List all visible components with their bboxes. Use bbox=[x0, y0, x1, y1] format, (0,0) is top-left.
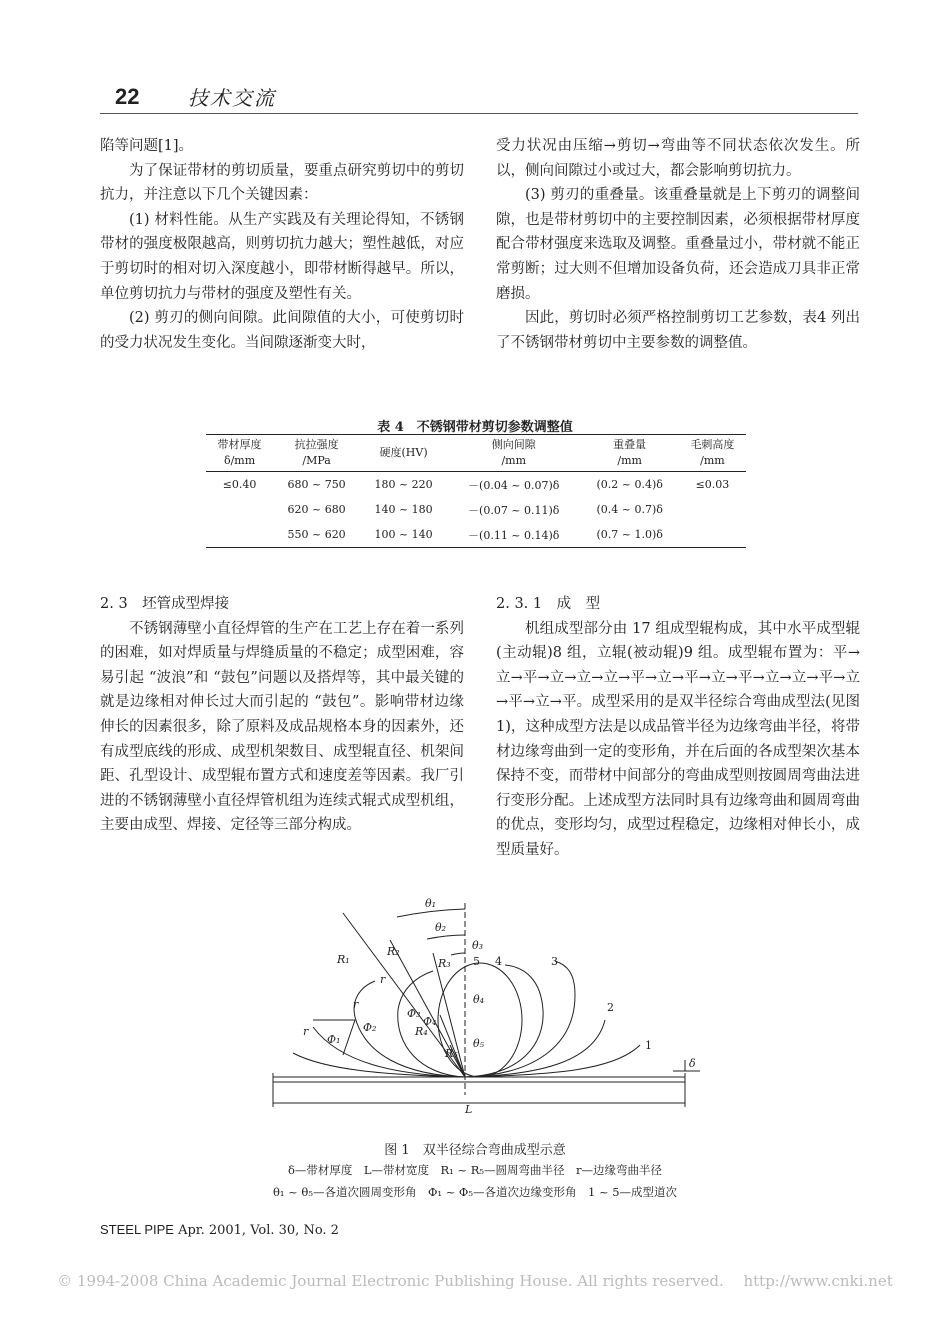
parameter-table bbox=[206, 434, 746, 548]
radius-line bbox=[343, 1020, 355, 1055]
journal-issue: Apr. 2001, Vol. 30, No. 2 bbox=[178, 1223, 339, 1238]
phi3-label: Φ₃ bbox=[407, 1007, 421, 1020]
pass-curve-3 bbox=[465, 961, 575, 1077]
pass-curve-4 bbox=[465, 965, 543, 1077]
table-cell: ≤0.40 bbox=[222, 478, 257, 491]
table-header-cell: 带材厚度 δ/mm bbox=[206, 435, 273, 472]
angle-arc bbox=[451, 953, 465, 955]
table-cell: 140 ~ 180 bbox=[374, 503, 433, 516]
table-cell: 550 ~ 620 bbox=[287, 528, 346, 541]
table-cell: 100 ~ 140 bbox=[374, 528, 433, 541]
table-cell: －(0.07 ~ 0.11)δ bbox=[468, 503, 560, 517]
r-label: r bbox=[353, 998, 359, 1011]
pass-curve-1-left bbox=[293, 1053, 465, 1077]
pass-3-label: 3 bbox=[551, 955, 558, 968]
table-cell: －(0.11 ~ 0.14)δ bbox=[468, 528, 560, 542]
section-heading: 2. 3. 1 成 型 bbox=[496, 596, 601, 612]
R4-label: R₄ bbox=[415, 1025, 428, 1038]
table-caption: 表 4 不锈钢带材剪切参数调整值 bbox=[377, 420, 573, 435]
pass-4-label: 4 bbox=[495, 955, 502, 968]
pass-1-label: 1 bbox=[645, 1039, 652, 1052]
table-cell: (0.4 ~ 0.7)δ bbox=[596, 503, 663, 516]
section-heading: 2. 3 坯管成型焊接 bbox=[100, 596, 230, 612]
table-header-cell: 硬度(HV) bbox=[360, 435, 447, 472]
header-rule bbox=[100, 113, 858, 114]
phi2-label: Φ₂ bbox=[363, 1021, 377, 1034]
bottom-right-column bbox=[496, 592, 860, 863]
table-header-row bbox=[206, 435, 746, 472]
paragraph: 陷等问题[1]。 bbox=[100, 138, 194, 154]
table-cell: ≤0.03 bbox=[695, 478, 730, 491]
table-cell: 680 ~ 750 bbox=[287, 478, 346, 491]
table-cell: (0.2 ~ 0.4)δ bbox=[596, 478, 663, 491]
radius-line bbox=[440, 1015, 465, 1077]
table-header-cell: 抗拉强度 /MPa bbox=[273, 435, 360, 472]
section-title: 技术交流 bbox=[188, 86, 276, 110]
table-cell: (0.7 ~ 1.0)δ bbox=[596, 528, 663, 541]
theta5-label: θ₅ bbox=[473, 1037, 485, 1050]
paragraph: (3) 剪刃的重叠量。该重叠量就是上下剪刃的调整间隙，也是带材剪切中的主要控制因素，必须根据带材厚度配合带材强度来选取及调整。重叠量过小，带材就不能正常剪断；过大则不但增加设备负荷，还会造成刀具非正常磨损。 bbox=[496, 187, 860, 302]
paragraph: 因此，剪切时必须严格控制剪切工艺参数，表4 列出了不锈钢带材剪切中主要参数的调整值。 bbox=[496, 310, 860, 351]
phi4-label: Φ₄ bbox=[423, 1015, 437, 1028]
R5-label: R₅ bbox=[445, 1047, 458, 1060]
table-cell bbox=[679, 522, 746, 548]
figure-legend: θ₁ ~ θ₅—各道次圆周变形角 Φ₁ ~ Φ₅—各道次边缘变形角 1 ~ 5—成型道次 bbox=[272, 1185, 678, 1199]
L-label: L bbox=[465, 1103, 473, 1116]
table-cell bbox=[206, 522, 273, 548]
journal-footer bbox=[100, 1222, 339, 1238]
paragraph: 为了保证带材的剪切质量，要重点研究剪切中的剪切抗力，并注意以下几个关键因素： bbox=[100, 162, 464, 204]
theta3-label: θ₃ bbox=[472, 939, 484, 952]
forming-diagram bbox=[255, 895, 705, 1125]
paragraph: 受力状况由压缩→剪切→弯曲等不同状态依次发生。所以，侧向间隙过小或过大，都会影响剪切抗力。 bbox=[496, 138, 860, 179]
theta4-label: θ₄ bbox=[473, 993, 485, 1006]
table-header-cell: 侧向间隙 /mm bbox=[447, 435, 580, 472]
table-row bbox=[206, 472, 746, 498]
paragraph: (1) 材料性能。从生产实践及有关理论得知，不锈钢带材的强度极限越高，则剪切抗力越大；塑性越低，对应于剪切时的相对切入深度越小，即带材断得越早。所以，单位剪切抗力与带材的强度及塑性有关。 bbox=[100, 211, 464, 302]
table-row bbox=[206, 497, 746, 522]
R2-label: R₂ bbox=[387, 945, 400, 958]
r-label: r bbox=[380, 973, 386, 986]
paragraph: 机组成型部分由 17 组成型辊构成，其中水平成型辊(主动辊)8 组，立辊(被动辊)9 组。成型辊布置为：平→立→平→立→立→立→平→立→平→立→平→立→立→平→立→平→立→平。成型采用的是双半径综合弯曲成型法(见图 1)，这种成型方法是以成品管半径为边缘弯曲半径，将带材边缘弯曲到一定的变形角，并在后面的各成型架次基本保持不变，而带材中间部分的弯曲成型则按圆周弯曲法进行变形分配。上述成型方法同时具有边缘弯曲和圆周弯曲的优点，变形均匀，成型过程稳定，边缘相对伸长小，成型质量好。 bbox=[496, 620, 860, 858]
angle-arc bbox=[397, 909, 465, 917]
page-number: 22 bbox=[115, 84, 140, 109]
bottom-left-column bbox=[100, 592, 464, 838]
angle-arc bbox=[427, 935, 465, 939]
phi1-label: Φ₁ bbox=[327, 1033, 341, 1046]
r-label: r bbox=[303, 1025, 309, 1038]
table-cell bbox=[206, 497, 273, 522]
theta2-label: θ₂ bbox=[435, 921, 447, 934]
top-right-column bbox=[496, 134, 860, 355]
journal-name: STEEL PIPE bbox=[100, 1222, 174, 1237]
theta1-label: θ₁ bbox=[425, 897, 437, 910]
paragraph: (2) 剪刃的侧向间隙。此间隙值的大小，可使剪切时的受力状况发生变化。当间隙逐渐变大时， bbox=[100, 310, 464, 351]
table-cell bbox=[679, 497, 746, 522]
table-header-cell: 重叠量 /mm bbox=[580, 435, 678, 472]
pass-curve-1 bbox=[465, 1045, 640, 1077]
table-row bbox=[206, 522, 746, 548]
R3-label: R₃ bbox=[438, 957, 451, 970]
paragraph: 不锈钢薄壁小直径焊管的生产在工艺上存在着一系列的困难，如对焊质量与焊缝质量的不稳定；成型困难，容易引起 “波浪”和 “鼓包”问题以及搭焊等，其中最关键的就是边缘相对伸长过大而引起的 “鼓包”。影响带材边缘伸长的因素很多，除了原料及成品规格本身的因素外，还有成型底线的形成、成型机架数目、成型辊直径、机架间距、孔型设计、成型辊布置方式和速度差等因素。我厂引进的不锈钢薄壁小直径焊管机组为连续式辊式成型机组，主要由成型、焊接、定径等三部分构成。 bbox=[100, 620, 464, 834]
table-cell: －(0.04 ~ 0.07)δ bbox=[468, 478, 560, 492]
figure-caption: 图 1 双半径综合弯曲成型示意 bbox=[384, 1143, 566, 1158]
copyright-notice: © 1994-2008 China Academic Journal Electronic Publishing House. All rights reserved. http://www.cnki.net bbox=[57, 1272, 893, 1290]
figure-legend: δ—带材厚度 L—带材宽度 R₁ ~ R₅—圆周弯曲半径 r—边缘弯曲半径 bbox=[287, 1163, 663, 1177]
R1-label: R₁ bbox=[337, 953, 350, 966]
pass-5-label: 5 bbox=[473, 955, 480, 968]
table-cell: 180 ~ 220 bbox=[374, 478, 433, 491]
table-cell: 620 ~ 680 bbox=[287, 503, 346, 516]
pass-2-label: 2 bbox=[607, 1001, 614, 1014]
delta-label: δ bbox=[689, 1057, 696, 1070]
table-header-cell: 毛刺高度 /mm bbox=[679, 435, 746, 472]
top-left-column bbox=[100, 134, 464, 355]
